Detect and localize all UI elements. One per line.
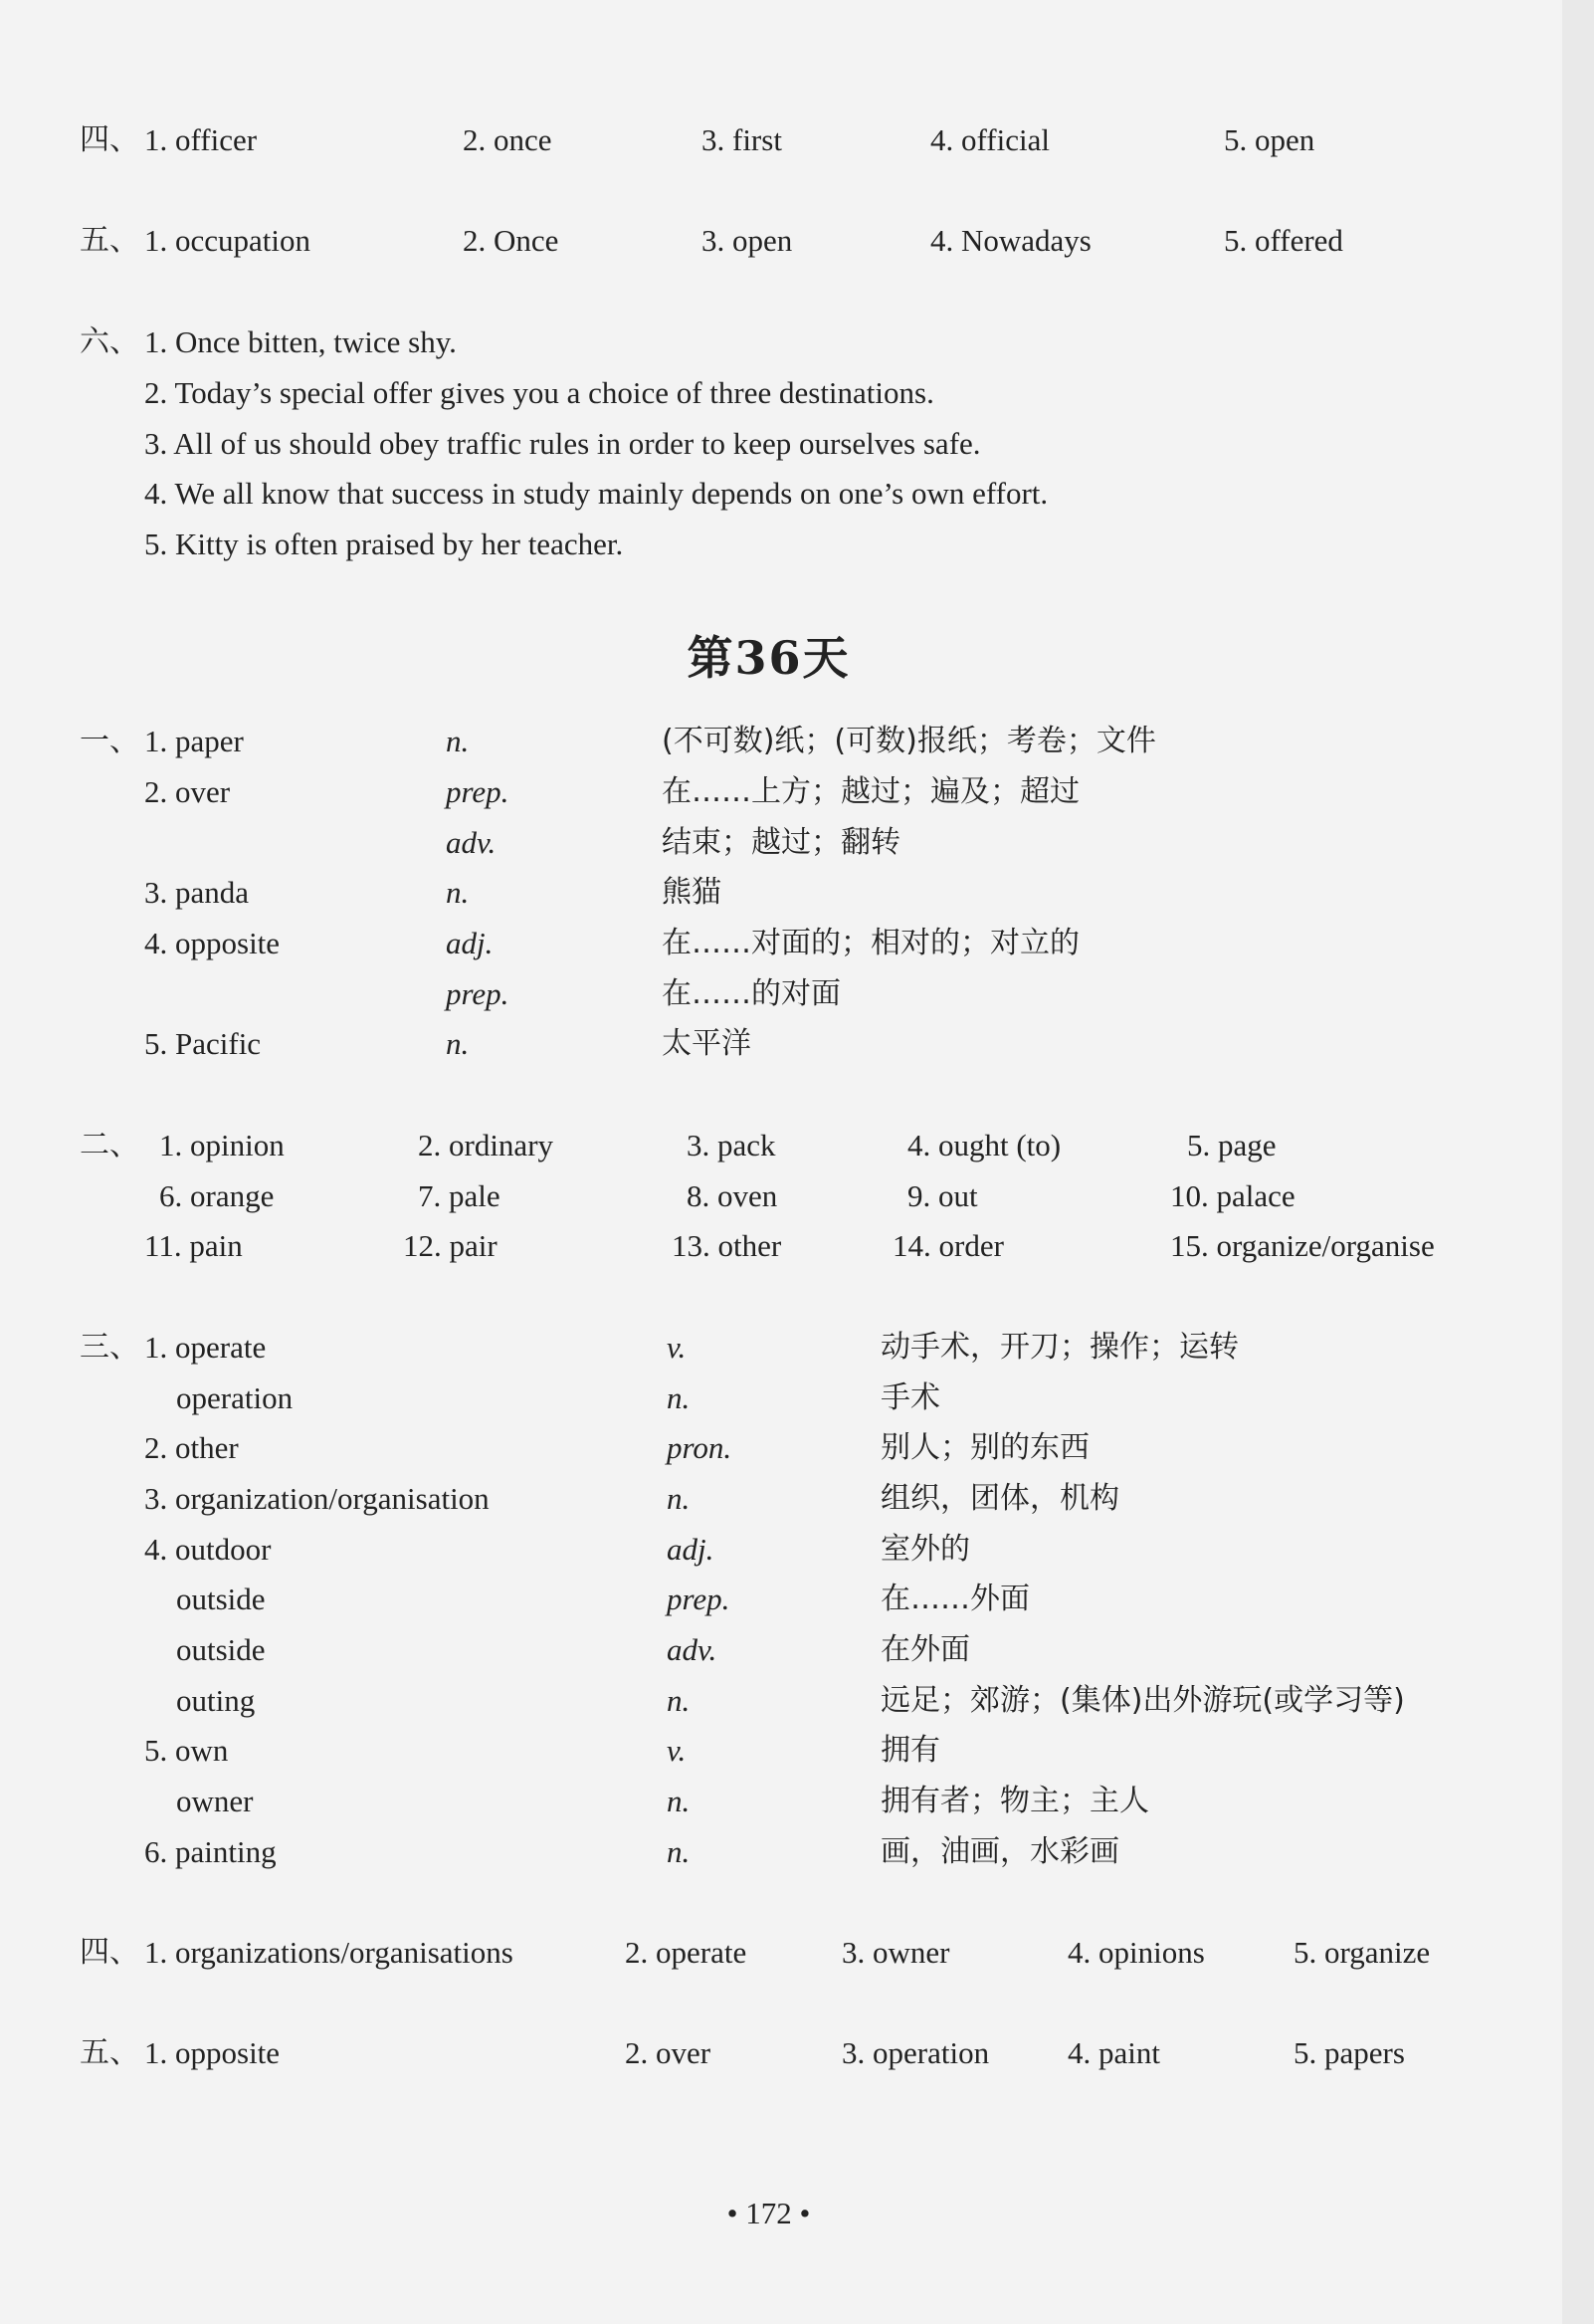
part-of-speech: n. bbox=[667, 1784, 691, 1818]
vocab-word: 4. outdoor bbox=[144, 1532, 272, 1567]
vocab-word: outside bbox=[176, 1582, 266, 1616]
vocab-word: 1. operate bbox=[144, 1330, 267, 1365]
answer-item: 5. organize bbox=[1294, 1935, 1431, 1970]
answer-item: 2. operate bbox=[625, 1935, 747, 1970]
meaning: (不可数)纸；(可数)报纸；考卷；文件 bbox=[662, 724, 1156, 758]
part-of-speech: n. bbox=[446, 724, 470, 758]
answer-item: 4. opinions bbox=[1068, 1935, 1205, 1970]
answer-item: 13. other bbox=[672, 1228, 782, 1263]
section-label: 六、 bbox=[80, 324, 139, 359]
answer-item: 8. oven bbox=[687, 1178, 778, 1213]
answer-item: 7. pale bbox=[418, 1178, 500, 1213]
meaning: 远足；郊游；(集体)出外游玩(或学习等) bbox=[881, 1683, 1405, 1718]
day-title: 第36天 bbox=[687, 631, 851, 685]
part-of-speech: n. bbox=[446, 875, 470, 910]
sentence: 1. Once bitten, twice shy. bbox=[144, 324, 457, 359]
vocab-word: 5. own bbox=[144, 1733, 229, 1768]
vocab-word: 3. panda bbox=[144, 875, 250, 910]
part-of-speech: n. bbox=[446, 1026, 470, 1061]
meaning: 画，油画，水彩画 bbox=[881, 1834, 1119, 1869]
answer-item: 3. open bbox=[701, 223, 793, 258]
meaning: 太平洋 bbox=[662, 1026, 751, 1061]
answer-item: 1. officer bbox=[144, 122, 258, 157]
section-label: 四、 bbox=[80, 1935, 139, 1970]
answer-item: 6. orange bbox=[159, 1178, 275, 1213]
answer-item: 5. offered bbox=[1224, 223, 1343, 258]
answer-item: 4. ought (to) bbox=[907, 1128, 1062, 1162]
vocab-word: 2. other bbox=[144, 1430, 239, 1465]
answer-item: 3. owner bbox=[842, 1935, 950, 1970]
part-of-speech: prep. bbox=[446, 774, 509, 809]
meaning: 拥有 bbox=[881, 1733, 940, 1768]
answer-item: 3. first bbox=[701, 122, 782, 157]
sentence: 2. Today’s special offer gives you a choice of three destinations. bbox=[144, 375, 934, 410]
answer-item: 2. once bbox=[463, 122, 552, 157]
part-of-speech: v. bbox=[667, 1330, 687, 1365]
part-of-speech: n. bbox=[667, 1380, 691, 1415]
answer-item: 5. page bbox=[1187, 1128, 1277, 1162]
meaning: 结束；越过；翻转 bbox=[662, 825, 900, 860]
meaning: 组织，团体，机构 bbox=[881, 1481, 1119, 1516]
answer-item: 2. Once bbox=[463, 223, 559, 258]
vocab-word: 6. painting bbox=[144, 1834, 277, 1869]
answer-item: 4. Nowadays bbox=[930, 223, 1092, 258]
answer-item: 5. open bbox=[1224, 122, 1315, 157]
answer-item: 1. organizations/organisations bbox=[144, 1935, 513, 1970]
meaning: 室外的 bbox=[881, 1532, 970, 1567]
meaning: 熊猫 bbox=[662, 875, 721, 910]
sentence: 4. We all know that success in study mainly depends on one’s own effort. bbox=[144, 476, 1049, 511]
vocab-word: 1. paper bbox=[144, 724, 244, 758]
vocab-word: 2. over bbox=[144, 774, 231, 809]
answer-item: 11. pain bbox=[144, 1228, 243, 1263]
answer-item: 4. paint bbox=[1068, 2035, 1160, 2070]
meaning: 在外面 bbox=[881, 1632, 970, 1667]
part-of-speech: adv. bbox=[446, 825, 497, 860]
answer-item: 1. occupation bbox=[144, 223, 311, 258]
answer-item: 2. over bbox=[625, 2035, 711, 2070]
part-of-speech: adj. bbox=[667, 1532, 714, 1567]
vocab-word: operation bbox=[176, 1380, 294, 1415]
section-label: 五、 bbox=[80, 223, 139, 258]
answer-item: 1. opposite bbox=[144, 2035, 281, 2070]
vocab-word: outside bbox=[176, 1632, 266, 1667]
part-of-speech: prep. bbox=[667, 1582, 730, 1616]
answer-item: 1. opinion bbox=[159, 1128, 285, 1162]
section-label: 三、 bbox=[80, 1330, 139, 1365]
vocab-word: 3. organization/organisation bbox=[144, 1481, 490, 1516]
vocab-word: outing bbox=[176, 1683, 256, 1718]
answer-item: 3. operation bbox=[842, 2035, 990, 2070]
part-of-speech: n. bbox=[667, 1834, 691, 1869]
meaning: 在……的对面 bbox=[662, 976, 841, 1011]
vocab-word: owner bbox=[176, 1784, 254, 1818]
answer-item: 5. papers bbox=[1294, 2035, 1405, 2070]
part-of-speech: v. bbox=[667, 1733, 687, 1768]
answer-item: 15. organize/organise bbox=[1170, 1228, 1435, 1263]
section-label: 一、 bbox=[80, 724, 139, 758]
meaning: 在……上方；越过；遍及；超过 bbox=[662, 774, 1080, 809]
part-of-speech: n. bbox=[667, 1683, 691, 1718]
meaning: 动手术，开刀；操作；运转 bbox=[881, 1330, 1239, 1365]
part-of-speech: prep. bbox=[446, 976, 509, 1011]
answer-item: 2. ordinary bbox=[418, 1128, 554, 1162]
sentence: 5. Kitty is often praised by her teacher. bbox=[144, 527, 624, 561]
meaning: 在……对面的；相对的；对立的 bbox=[662, 926, 1080, 960]
vocab-word: 5. Pacific bbox=[144, 1026, 262, 1061]
meaning: 拥有者；物主；主人 bbox=[881, 1784, 1149, 1818]
meaning: 别人；别的东西 bbox=[881, 1430, 1090, 1465]
meaning: 手术 bbox=[881, 1380, 940, 1415]
answer-item: 4. official bbox=[930, 122, 1050, 157]
page-edge-shadow bbox=[1562, 0, 1594, 2324]
section-label: 二、 bbox=[80, 1128, 139, 1162]
sentence: 3. All of us should obey traffic rules in order to keep ourselves safe. bbox=[144, 426, 981, 461]
section-label: 五、 bbox=[80, 2035, 139, 2070]
answer-item: 3. pack bbox=[687, 1128, 776, 1162]
answer-item: 14. order bbox=[893, 1228, 1004, 1263]
part-of-speech: pron. bbox=[667, 1430, 732, 1465]
answer-item: 9. out bbox=[907, 1178, 978, 1213]
answer-item: 12. pair bbox=[403, 1228, 498, 1263]
section-label: 四、 bbox=[80, 122, 139, 157]
part-of-speech: adv. bbox=[667, 1632, 717, 1667]
part-of-speech: adj. bbox=[446, 926, 494, 960]
page-number: • 172 • bbox=[726, 2196, 811, 2230]
vocab-word: 4. opposite bbox=[144, 926, 281, 960]
answer-item: 10. palace bbox=[1170, 1178, 1295, 1213]
part-of-speech: n. bbox=[667, 1481, 691, 1516]
meaning: 在……外面 bbox=[881, 1582, 1030, 1616]
